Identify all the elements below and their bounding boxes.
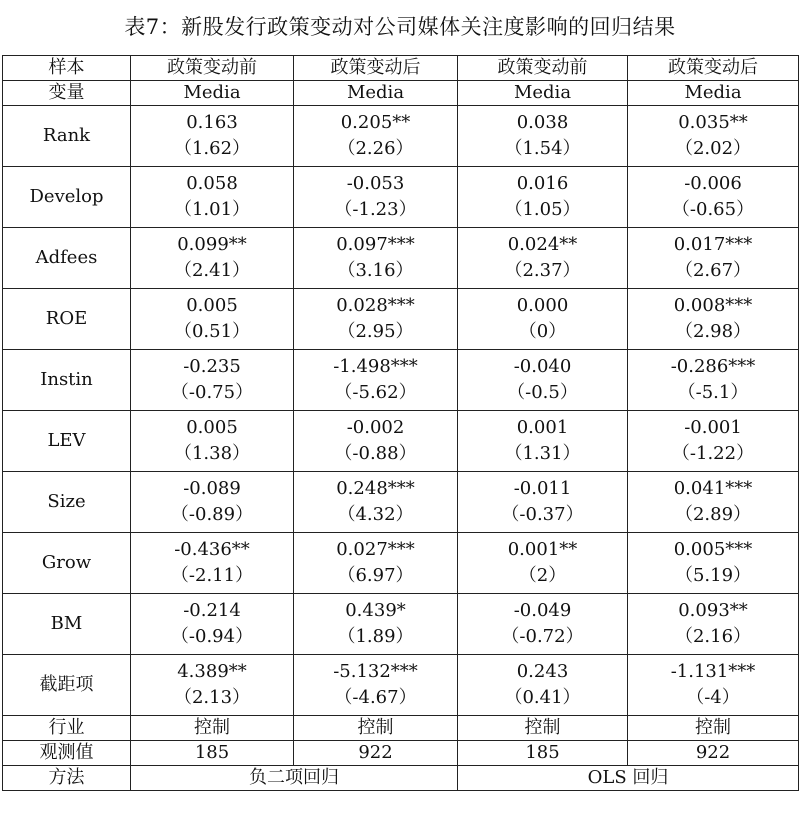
coefficient: 0.099**	[177, 234, 247, 255]
header-row-variable	[3, 81, 799, 106]
coefficient: 0.005	[186, 417, 238, 438]
coefficient: 0.024**	[507, 234, 578, 255]
t-statistic: （0.51）	[173, 321, 251, 342]
variable-name: Size	[3, 472, 131, 533]
industry-value: 控制	[628, 716, 799, 741]
t-statistic: （-1.23）	[334, 199, 417, 220]
variable-row	[3, 472, 799, 533]
coefficient: 0.001**	[507, 539, 578, 560]
method-left: 负二项回归	[131, 766, 458, 791]
variable-name: Adfees	[3, 228, 131, 289]
regression-table	[2, 55, 799, 791]
result-cell	[294, 594, 458, 655]
t-statistic: （-0.5）	[507, 382, 578, 403]
variable-row	[3, 228, 799, 289]
coefficient: 0.058	[186, 173, 238, 194]
t-statistic: （5.19）	[674, 565, 752, 586]
variable-label: 变量	[3, 81, 131, 106]
coefficient: -0.049	[513, 600, 572, 621]
result-cell	[458, 533, 628, 594]
period-header: 政策变动后	[294, 56, 458, 81]
coefficient: -1.131***	[670, 661, 756, 682]
variable-row	[3, 106, 799, 167]
result-cell	[628, 228, 799, 289]
coefficient: -0.053	[346, 173, 405, 194]
t-statistic: （1.01）	[173, 199, 251, 220]
t-statistic: （-4）	[686, 687, 740, 708]
variable-name: ROE	[3, 289, 131, 350]
t-statistic: （-5.62）	[334, 382, 417, 403]
result-cell	[458, 594, 628, 655]
coefficient: -0.006	[684, 173, 742, 194]
result-cell	[628, 289, 799, 350]
t-statistic: （2.89）	[674, 504, 752, 525]
result-cell	[131, 350, 294, 411]
variable-row	[3, 167, 799, 228]
result-cell	[131, 228, 294, 289]
industry-label: 行业	[3, 716, 131, 741]
variable-name: Grow	[3, 533, 131, 594]
coefficient: 0.093**	[678, 600, 748, 621]
coefficient: -0.214	[183, 600, 241, 621]
coefficient: 4.389**	[177, 661, 247, 682]
t-statistic: （6.97）	[337, 565, 414, 586]
t-statistic: （2.41）	[173, 260, 251, 281]
result-cell	[458, 350, 628, 411]
result-cell	[628, 350, 799, 411]
method-label: 方法	[3, 766, 131, 791]
t-statistic: （0.41）	[504, 687, 581, 708]
t-statistic: （3.16）	[337, 260, 414, 281]
coefficient: 0.000	[516, 295, 569, 316]
variable-name: BM	[3, 594, 131, 655]
t-statistic: （1.62）	[173, 138, 251, 159]
period-header: 政策变动前	[458, 56, 628, 81]
coefficient: 0.005***	[673, 539, 753, 560]
coefficient: 0.439*	[345, 600, 406, 621]
t-statistic: （-0.65）	[671, 199, 755, 220]
observations-value: 185	[131, 741, 294, 766]
coefficient: -0.089	[183, 478, 241, 499]
result-cell	[628, 411, 799, 472]
coefficient: -5.132***	[333, 661, 418, 682]
coefficient: 0.038	[516, 112, 569, 133]
period-header: 政策变动后	[628, 56, 799, 81]
result-cell	[458, 106, 628, 167]
t-statistic: （2.98）	[674, 321, 752, 342]
period-header: 政策变动前	[131, 56, 294, 81]
coefficient: 0.028***	[336, 295, 415, 316]
coefficient: 0.163	[186, 112, 238, 133]
table-title: 表7：新股发行政策变动对公司媒体关注度影响的回归结果	[124, 15, 676, 39]
variable-row	[3, 533, 799, 594]
variable-name: Develop	[3, 167, 131, 228]
variable-row	[3, 655, 799, 716]
result-cell	[131, 106, 294, 167]
t-statistic: （1.89）	[337, 626, 414, 647]
coefficient: -0.286***	[670, 356, 756, 377]
result-cell	[131, 472, 294, 533]
header-row-sample	[3, 56, 799, 81]
coefficient: 0.035**	[678, 112, 748, 133]
variable-row	[3, 594, 799, 655]
coefficient: 0.017***	[673, 234, 753, 255]
result-cell	[294, 411, 458, 472]
variable-name: 截距项	[3, 655, 131, 716]
result-cell	[294, 472, 458, 533]
result-cell	[294, 533, 458, 594]
sample-label: 样本	[3, 56, 131, 81]
t-statistic: （1.54）	[504, 138, 581, 159]
result-cell	[458, 228, 628, 289]
t-statistic: （1.38）	[173, 443, 251, 464]
result-cell	[131, 594, 294, 655]
industry-value: 控制	[458, 716, 628, 741]
t-statistic: （1.05）	[504, 199, 581, 220]
dependent-header: Media	[131, 81, 294, 106]
result-cell	[131, 411, 294, 472]
t-statistic: （-0.75）	[170, 382, 254, 403]
t-statistic: （2.16）	[674, 626, 752, 647]
industry-value: 控制	[294, 716, 458, 741]
coefficient: -0.011	[513, 478, 572, 499]
coefficient: -0.001	[684, 417, 742, 438]
t-statistic: （-2.11）	[170, 565, 254, 586]
t-statistic: （2.67）	[674, 260, 752, 281]
t-statistic: （-0.88）	[334, 443, 417, 464]
variable-row	[3, 350, 799, 411]
result-cell	[628, 106, 799, 167]
coefficient: -0.436**	[174, 539, 250, 560]
result-cell	[458, 167, 628, 228]
result-cell	[294, 228, 458, 289]
t-statistic: （-0.89）	[170, 504, 254, 525]
result-cell	[294, 106, 458, 167]
result-cell	[294, 350, 458, 411]
observations-row	[3, 741, 799, 766]
result-cell	[458, 289, 628, 350]
result-cell	[628, 594, 799, 655]
variable-name: LEV	[3, 411, 131, 472]
result-cell	[458, 411, 628, 472]
method-right: OLS 回归	[458, 766, 799, 791]
coefficient: 0.016	[516, 173, 569, 194]
coefficient: 0.005	[186, 295, 238, 316]
coefficient: 0.243	[516, 661, 569, 682]
result-cell	[131, 533, 294, 594]
result-cell	[131, 289, 294, 350]
result-cell	[294, 655, 458, 716]
result-cell	[294, 289, 458, 350]
t-statistic: （0）	[518, 321, 567, 342]
dependent-header: Media	[628, 81, 799, 106]
industry-row	[3, 716, 799, 741]
observations-value: 922	[294, 741, 458, 766]
method-row	[3, 766, 799, 791]
result-cell	[628, 655, 799, 716]
result-cell	[628, 167, 799, 228]
t-statistic: （2.13）	[173, 687, 251, 708]
t-statistic: （2.26）	[337, 138, 414, 159]
coefficient: 0.248***	[336, 478, 415, 499]
observations-value: 185	[458, 741, 628, 766]
industry-value: 控制	[131, 716, 294, 741]
result-cell	[628, 472, 799, 533]
coefficient: 0.205**	[340, 112, 411, 133]
result-cell	[628, 533, 799, 594]
variable-row	[3, 411, 799, 472]
coefficient: 0.001	[516, 417, 569, 438]
variable-name: Rank	[3, 106, 131, 167]
t-statistic: （2.37）	[504, 260, 581, 281]
t-statistic: （1.31）	[504, 443, 581, 464]
t-statistic: （2.95）	[337, 321, 414, 342]
result-cell	[458, 472, 628, 533]
observations-value: 922	[628, 741, 799, 766]
variable-name: Instin	[3, 350, 131, 411]
coefficient: -0.002	[346, 417, 405, 438]
t-statistic: （2）	[518, 565, 567, 586]
result-cell	[294, 167, 458, 228]
variable-row	[3, 289, 799, 350]
coefficient: -0.235	[183, 356, 241, 377]
result-cell	[131, 655, 294, 716]
t-statistic: （-0.94）	[170, 626, 254, 647]
coefficient: -0.040	[513, 356, 572, 377]
coefficient: -1.498***	[333, 356, 418, 377]
t-statistic: （4.32）	[337, 504, 414, 525]
dependent-header: Media	[458, 81, 628, 106]
t-statistic: （-4.67）	[334, 687, 417, 708]
t-statistic: （-0.72）	[501, 626, 584, 647]
coefficient: 0.097***	[336, 234, 415, 255]
result-cell	[131, 167, 294, 228]
coefficient: 0.027***	[336, 539, 415, 560]
dependent-header: Media	[294, 81, 458, 106]
coefficient: 0.041***	[673, 478, 753, 499]
observations-label: 观测值	[3, 741, 131, 766]
t-statistic: （-5.1）	[677, 382, 749, 403]
t-statistic: （-1.22）	[671, 443, 755, 464]
t-statistic: （2.02）	[674, 138, 752, 159]
result-cell	[458, 655, 628, 716]
coefficient: 0.008***	[673, 295, 753, 316]
t-statistic: （-0.37）	[501, 504, 584, 525]
